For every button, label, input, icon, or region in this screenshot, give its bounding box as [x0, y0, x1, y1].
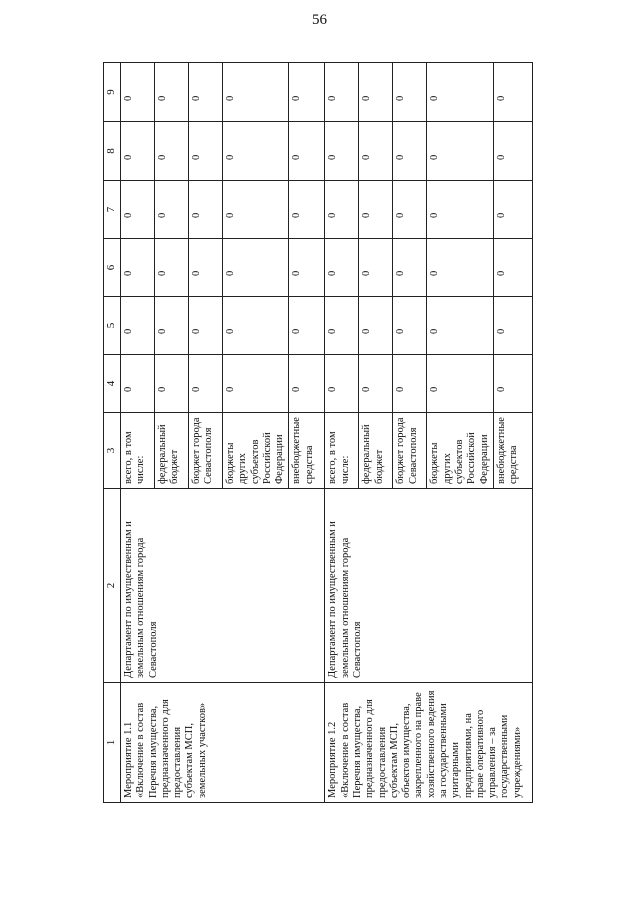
value-cell: 0 — [393, 239, 427, 297]
value-cell: 0 — [223, 297, 289, 355]
source-cell: федеральный бюджет — [155, 413, 189, 489]
value-cell: 0 — [155, 355, 189, 413]
value-cell: 0 — [427, 181, 493, 239]
value-cell: 0 — [393, 122, 427, 181]
value-cell: 0 — [189, 63, 223, 122]
header-cell: 7 — [104, 181, 121, 239]
value-cell: 0 — [359, 297, 393, 355]
value-cell: 0 — [155, 122, 189, 181]
source-cell: всего, в том числе: — [121, 413, 155, 489]
activity-cell: Мероприятие 1.1 «Включение в состав Перечня имущества, предназначенного для предоставления субъектам МСП, земельных участков» — [121, 683, 325, 803]
funding-table — [103, 62, 533, 803]
header-cell: 8 — [104, 122, 121, 181]
executor-cell: Департамент по имущественным и земельным отношениям города Севастополя — [121, 489, 325, 683]
source-cell: внебюджетные средства — [289, 413, 325, 489]
header-cell: 6 — [104, 239, 121, 297]
value-cell: 0 — [393, 355, 427, 413]
source-cell: федеральный бюджет — [359, 413, 393, 489]
value-cell: 0 — [493, 63, 532, 122]
value-cell: 0 — [189, 239, 223, 297]
value-cell: 0 — [289, 297, 325, 355]
value-cell: 0 — [393, 181, 427, 239]
header-cell: 9 — [104, 63, 121, 122]
value-cell: 0 — [121, 355, 155, 413]
value-cell: 0 — [427, 122, 493, 181]
value-cell: 0 — [493, 297, 532, 355]
header-cell: 1 — [104, 683, 121, 803]
value-cell: 0 — [359, 181, 393, 239]
source-cell: бюджеты других субъектов Российской Федерации — [223, 413, 289, 489]
value-cell: 0 — [223, 63, 289, 122]
table-row — [325, 63, 359, 803]
source-cell: бюджет города Севастополя — [393, 413, 427, 489]
value-cell: 0 — [289, 239, 325, 297]
value-cell: 0 — [155, 297, 189, 355]
value-cell: 0 — [223, 239, 289, 297]
value-cell: 0 — [155, 181, 189, 239]
value-cell: 0 — [223, 122, 289, 181]
value-cell: 0 — [427, 63, 493, 122]
value-cell: 0 — [359, 355, 393, 413]
value-cell: 0 — [427, 297, 493, 355]
page-number: 56 — [312, 12, 327, 28]
value-cell: 0 — [121, 122, 155, 181]
value-cell: 0 — [121, 63, 155, 122]
value-cell: 0 — [325, 181, 359, 239]
value-cell: 0 — [121, 239, 155, 297]
value-cell: 0 — [325, 355, 359, 413]
executor-cell: Департамент по имущественным и земельным отношениям города Севастополя — [325, 489, 532, 683]
table-row — [121, 63, 155, 803]
value-cell: 0 — [393, 297, 427, 355]
value-cell: 0 — [121, 297, 155, 355]
value-cell: 0 — [121, 181, 155, 239]
source-cell: внебюджетные средства — [493, 413, 532, 489]
header-cell: 5 — [104, 297, 121, 355]
value-cell: 0 — [493, 181, 532, 239]
value-cell: 0 — [493, 122, 532, 181]
value-cell: 0 — [325, 297, 359, 355]
source-cell: бюджеты других субъектов Российской Федерации — [427, 413, 493, 489]
value-cell: 0 — [359, 63, 393, 122]
value-cell: 0 — [223, 355, 289, 413]
value-cell: 0 — [289, 181, 325, 239]
value-cell: 0 — [289, 122, 325, 181]
value-cell: 0 — [325, 63, 359, 122]
value-cell: 0 — [325, 239, 359, 297]
activity-cell: Мероприятие 1.2 «Включение в состав Перечня имущества, предназначенного для предоставления субъектам МСП, объектов имущества, закрепленного на праве хозяйственного ведения за государственными унитарными предприятиями, на праве оперативного управления – за государственными учреждениями» — [325, 683, 532, 803]
value-cell: 0 — [359, 122, 393, 181]
header-cell: 3 — [104, 413, 121, 489]
value-cell: 0 — [155, 239, 189, 297]
source-cell: бюджет города Севастополя — [189, 413, 223, 489]
value-cell: 0 — [359, 239, 393, 297]
value-cell: 0 — [189, 355, 223, 413]
value-cell: 0 — [325, 122, 359, 181]
value-cell: 0 — [155, 63, 189, 122]
value-cell: 0 — [189, 122, 223, 181]
value-cell: 0 — [427, 355, 493, 413]
value-cell: 0 — [493, 239, 532, 297]
header-cell: 4 — [104, 355, 121, 413]
value-cell: 0 — [289, 63, 325, 122]
value-cell: 0 — [493, 355, 532, 413]
rotated-table-wrapper — [103, 63, 638, 803]
value-cell: 0 — [189, 181, 223, 239]
table-header-row — [104, 63, 121, 803]
source-cell: всего, в том числе: — [325, 413, 359, 489]
value-cell: 0 — [223, 181, 289, 239]
value-cell: 0 — [189, 297, 223, 355]
value-cell: 0 — [393, 63, 427, 122]
value-cell: 0 — [289, 355, 325, 413]
value-cell: 0 — [427, 239, 493, 297]
header-cell: 2 — [104, 489, 121, 683]
